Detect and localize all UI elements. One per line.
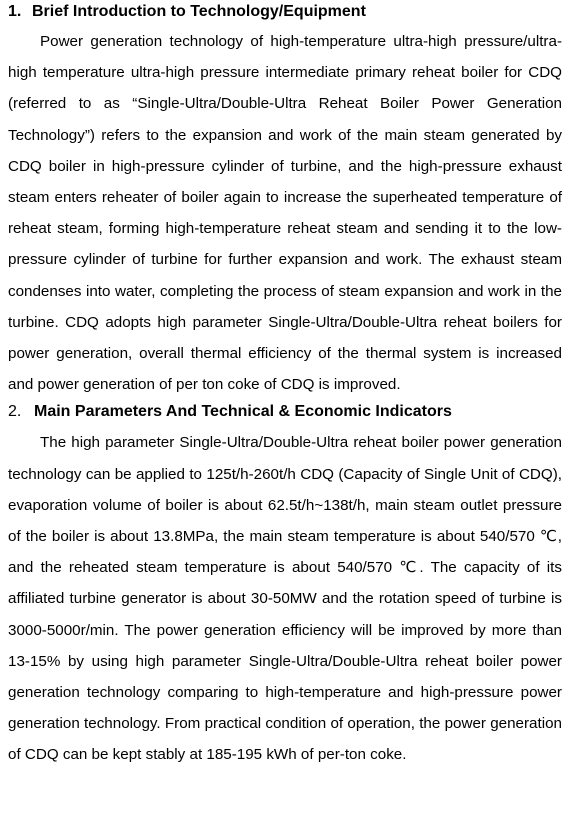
section-2-paragraph: The high parameter Single-Ultra/Double-Ultra reheat boiler power generation technology can be applied to 125t/h-260t/h CDQ (Capacity of Single Unit of CDQ), evaporation volume of boiler is about 62.5t/h~138t/h, main steam outlet pressure of the boiler is about 13.8MPa, the main steam temperature is about 540/570 ℃, and the reheated steam temperature is about 540/570 ℃. The capacity of its affiliated turbine generator is about 30-50MW and the rotation speed of turbine is 3000-5000r/min. The power generation efficiency will be improved by more than 13-15% by using high parameter Single-Ultra/Double-Ultra reheat boiler power generation technology comparing to high-temperature and high-pressure power generation technology. From practical condition of operation, the power generation of CDQ can be kept stably at 185-195 kWh of per-ton coke.: [8, 434, 562, 764]
section-1-heading: [8, 0, 562, 23]
section-1-paragraph: Power generation technology of high-temperature ultra-high pressure/ultra-high temperature ultra-high pressure intermediate primary reheat boiler for CDQ (referred to as “Single-Ultra/Double-Ultra Reheat Boiler Power Generation Technology”) refers to the expansion and work of the main steam generated by CDQ boiler in high-pressure cylinder of turbine, and the high-pressure exhaust steam enters reheater of boiler again to increase the superheated temperature of reheat steam, forming high-temperature reheat steam and sending it to the low-pressure cylinder of turbine for further expansion and work. The exhaust steam condenses into water, completing the process of steam expansion and work in the turbine. CDQ adopts high parameter Single-Ultra/Double-Ultra reheat boilers for power generation, overall thermal efficiency of the thermal system is increased and power generation of per ton coke of CDQ is improved.: [8, 33, 562, 394]
section-2-title: Main Parameters And Technical & Economic Indicators: [34, 403, 452, 421]
section-2-number: 2.: [8, 403, 22, 421]
section-1-number: 1.: [8, 3, 22, 20]
section-2-heading: [8, 400, 562, 424]
section-1-title: Brief Introduction to Technology/Equipment: [32, 3, 366, 20]
